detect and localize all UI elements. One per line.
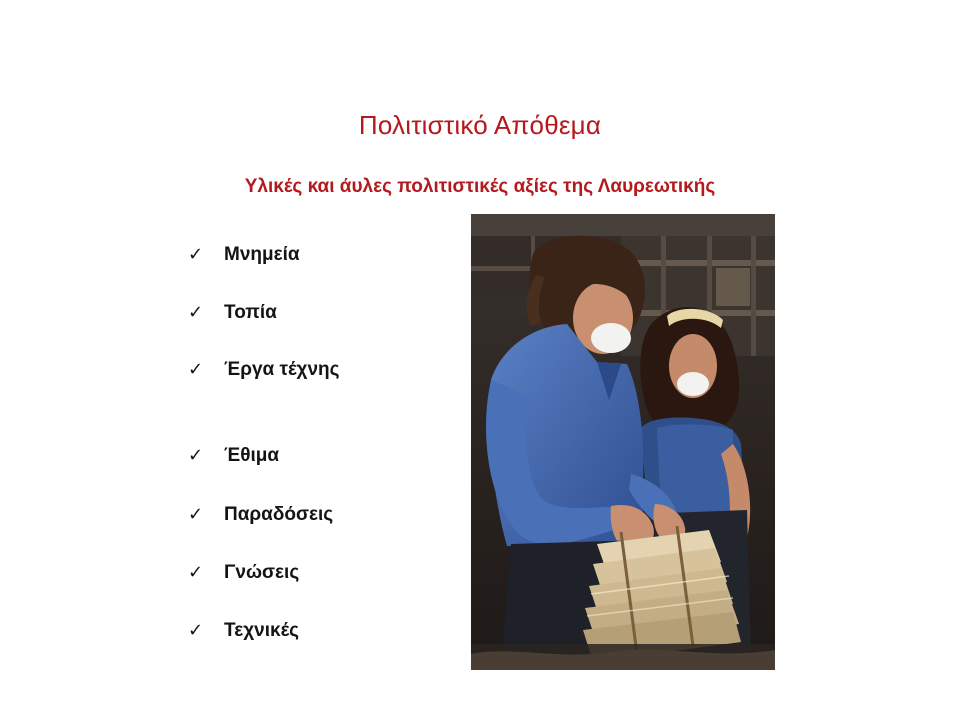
check-mark-icon: ✓ — [188, 562, 204, 582]
list-item-label: Παραδόσεις — [224, 504, 334, 525]
list-item-label: Έργα τέχνης — [224, 359, 340, 380]
list-item-label: Γνώσεις — [224, 562, 300, 583]
list-item — [188, 441, 279, 469]
values-list — [0, 0, 460, 720]
slide-subtitle: Υλικές και άυλες πολιτιστικές αξίες της Λαυρεωτικής — [244, 176, 716, 197]
list-item — [188, 355, 340, 383]
list-item-label: Μνημεία — [224, 244, 300, 265]
check-mark-icon: ✓ — [188, 445, 204, 465]
archive-photo — [471, 214, 775, 670]
list-item — [188, 240, 300, 268]
list-item-label: Έθιμα — [224, 445, 280, 466]
list-item — [188, 298, 277, 326]
slide-title: Πολιτιστικό Απόθεμα — [358, 110, 602, 140]
check-mark-icon: ✓ — [188, 244, 204, 264]
list-item-label: Τοπία — [224, 302, 277, 323]
list-item — [188, 558, 299, 586]
check-mark-icon: ✓ — [188, 620, 204, 640]
check-mark-icon: ✓ — [188, 302, 204, 322]
list-item — [188, 616, 299, 644]
list-item-label: Τεχνικές — [224, 620, 300, 641]
check-mark-icon: ✓ — [188, 504, 204, 524]
archive-photo-illustration — [471, 214, 775, 670]
list-item — [188, 500, 333, 528]
check-mark-icon: ✓ — [188, 359, 204, 379]
